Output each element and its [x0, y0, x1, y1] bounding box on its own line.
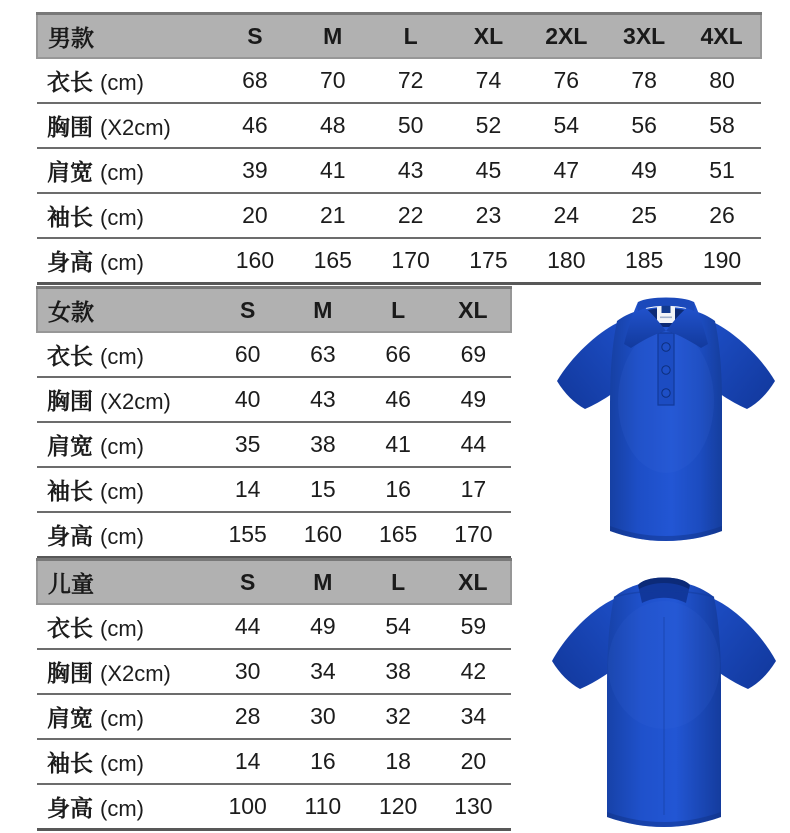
measurement-value: 45	[450, 148, 528, 193]
measurement-name: 胸围	[47, 388, 93, 414]
measurement-name: 肩宽	[47, 705, 93, 731]
measurement-value: 17	[436, 467, 511, 512]
measurement-value: 22	[372, 193, 450, 238]
measurement-value: 20	[216, 193, 294, 238]
size-column-header: XL	[436, 560, 511, 605]
measurement-value: 170	[436, 512, 511, 558]
size-column-header: M	[285, 288, 360, 333]
size-column-header: L	[361, 560, 436, 605]
measurement-unit: (cm)	[100, 796, 144, 821]
measurement-value: 58	[683, 103, 761, 148]
measurement-name: 胸围	[47, 660, 93, 686]
measurement-label	[37, 58, 216, 103]
measurement-value: 16	[285, 739, 360, 784]
measurement-value: 50	[372, 103, 450, 148]
polo-back-drawing	[538, 553, 790, 833]
measurement-value: 170	[372, 238, 450, 284]
measurement-value: 54	[361, 604, 436, 649]
measurement-value: 110	[285, 784, 360, 830]
measurement-value: 160	[285, 512, 360, 558]
measurement-value: 26	[683, 193, 761, 238]
size-column-header: M	[294, 14, 372, 59]
size-column-header: S	[210, 288, 285, 333]
measurement-row	[37, 332, 511, 377]
measurement-label	[37, 148, 216, 193]
measurement-value: 59	[436, 604, 511, 649]
measurement-value: 165	[361, 512, 436, 558]
measurement-value: 47	[527, 148, 605, 193]
size-column-header: 4XL	[683, 14, 761, 59]
table-title: 男款	[37, 14, 216, 59]
measurement-value: 69	[436, 332, 511, 377]
measurement-row	[37, 467, 511, 512]
measurement-unit: (X2cm)	[100, 661, 171, 686]
measurement-name: 衣长	[47, 69, 93, 95]
measurement-name: 袖长	[47, 478, 93, 504]
size-column-header: M	[285, 560, 360, 605]
measurement-row	[37, 784, 511, 830]
measurement-value: 21	[294, 193, 372, 238]
size-column-header: XL	[436, 288, 511, 333]
measurement-name: 袖长	[47, 204, 93, 230]
polo-shirt-back-image	[538, 553, 790, 833]
measurement-row	[37, 604, 511, 649]
measurement-row	[37, 193, 761, 238]
measurement-label	[37, 467, 210, 512]
measurement-name: 袖长	[47, 750, 93, 776]
measurement-value: 54	[527, 103, 605, 148]
measurement-value: 16	[361, 467, 436, 512]
measurement-unit: (cm)	[100, 751, 144, 776]
measurement-value: 38	[361, 649, 436, 694]
measurement-value: 43	[285, 377, 360, 422]
polo-shirt-front-image	[545, 281, 787, 547]
measurement-row	[37, 694, 511, 739]
measurement-value: 49	[605, 148, 683, 193]
measurement-value: 155	[210, 512, 285, 558]
size-table-header-row	[37, 14, 761, 59]
size-column-header: XL	[450, 14, 528, 59]
measurement-value: 165	[294, 238, 372, 284]
measurement-value: 130	[436, 784, 511, 830]
measurement-label	[37, 512, 210, 558]
measurement-value: 24	[527, 193, 605, 238]
measurement-value: 190	[683, 238, 761, 284]
measurement-value: 78	[605, 58, 683, 103]
size-table-header-row	[37, 560, 511, 605]
measurement-unit: (cm)	[100, 434, 144, 459]
measurement-value: 48	[294, 103, 372, 148]
measurement-value: 44	[436, 422, 511, 467]
measurement-value: 14	[210, 467, 285, 512]
measurement-value: 66	[361, 332, 436, 377]
measurement-row	[37, 58, 761, 103]
measurement-value: 46	[216, 103, 294, 148]
measurement-label	[37, 377, 210, 422]
measurement-value: 185	[605, 238, 683, 284]
polo-front-drawing	[545, 281, 787, 547]
size-column-header: S	[210, 560, 285, 605]
measurement-row	[37, 103, 761, 148]
measurement-label	[37, 739, 210, 784]
measurement-row	[37, 238, 761, 284]
size-column-header: L	[372, 14, 450, 59]
size-column-header: S	[216, 14, 294, 59]
measurement-name: 身高	[47, 249, 93, 275]
measurement-name: 衣长	[47, 615, 93, 641]
measurement-name: 肩宽	[47, 159, 93, 185]
measurement-value: 44	[210, 604, 285, 649]
measurement-value: 60	[210, 332, 285, 377]
measurement-unit: (cm)	[100, 205, 144, 230]
measurement-row	[37, 148, 761, 193]
measurement-value: 30	[210, 649, 285, 694]
measurement-name: 身高	[47, 523, 93, 549]
measurement-name: 衣长	[47, 343, 93, 369]
measurement-row	[37, 512, 511, 558]
measurement-value: 46	[361, 377, 436, 422]
size-table-header-row	[37, 288, 511, 333]
measurement-value: 18	[361, 739, 436, 784]
size-column-header: 3XL	[605, 14, 683, 59]
measurement-value: 20	[436, 739, 511, 784]
measurement-value: 32	[361, 694, 436, 739]
measurement-label	[37, 422, 210, 467]
measurement-label	[37, 604, 210, 649]
measurement-value: 72	[372, 58, 450, 103]
measurement-label	[37, 332, 210, 377]
measurement-unit: (X2cm)	[100, 389, 171, 414]
measurement-value: 49	[285, 604, 360, 649]
measurement-value: 41	[361, 422, 436, 467]
measurement-label	[37, 649, 210, 694]
measurement-value: 80	[683, 58, 761, 103]
measurement-value: 70	[294, 58, 372, 103]
measurement-unit: (cm)	[100, 479, 144, 504]
table-title: 女款	[37, 288, 210, 333]
measurement-value: 49	[436, 377, 511, 422]
measurement-value: 120	[361, 784, 436, 830]
measurement-label	[37, 103, 216, 148]
measurement-value: 38	[285, 422, 360, 467]
measurement-name: 肩宽	[47, 433, 93, 459]
measurement-value: 56	[605, 103, 683, 148]
size-table-women	[36, 286, 512, 559]
measurement-value: 28	[210, 694, 285, 739]
measurement-row	[37, 739, 511, 784]
measurement-row	[37, 649, 511, 694]
measurement-value: 35	[210, 422, 285, 467]
measurement-row	[37, 422, 511, 467]
measurement-value: 160	[216, 238, 294, 284]
measurement-value: 23	[450, 193, 528, 238]
measurement-label	[37, 193, 216, 238]
measurement-value: 40	[210, 377, 285, 422]
measurement-value: 68	[216, 58, 294, 103]
size-table-men	[36, 12, 762, 285]
size-table-kids	[36, 558, 512, 831]
measurement-value: 180	[527, 238, 605, 284]
measurement-value: 34	[285, 649, 360, 694]
size-column-header: L	[361, 288, 436, 333]
measurement-name: 胸围	[47, 114, 93, 140]
measurement-value: 100	[210, 784, 285, 830]
measurement-value: 175	[450, 238, 528, 284]
measurement-value: 63	[285, 332, 360, 377]
measurement-value: 34	[436, 694, 511, 739]
measurement-value: 39	[216, 148, 294, 193]
measurement-unit: (cm)	[100, 706, 144, 731]
measurement-value: 14	[210, 739, 285, 784]
measurement-unit: (cm)	[100, 344, 144, 369]
measurement-name: 身高	[47, 795, 93, 821]
measurement-value: 25	[605, 193, 683, 238]
measurement-label	[37, 694, 210, 739]
measurement-value: 43	[372, 148, 450, 193]
measurement-value: 52	[450, 103, 528, 148]
measurement-value: 42	[436, 649, 511, 694]
size-column-header: 2XL	[527, 14, 605, 59]
measurement-value: 30	[285, 694, 360, 739]
measurement-value: 51	[683, 148, 761, 193]
measurement-unit: (cm)	[100, 524, 144, 549]
measurement-unit: (cm)	[100, 160, 144, 185]
measurement-row	[37, 377, 511, 422]
measurement-value: 74	[450, 58, 528, 103]
table-title: 儿童	[37, 560, 210, 605]
measurement-unit: (cm)	[100, 616, 144, 641]
measurement-value: 15	[285, 467, 360, 512]
measurement-unit: (X2cm)	[100, 115, 171, 140]
measurement-value: 76	[527, 58, 605, 103]
measurement-label	[37, 784, 210, 830]
measurement-value: 41	[294, 148, 372, 193]
measurement-label	[37, 238, 216, 284]
measurement-unit: (cm)	[100, 250, 144, 275]
measurement-unit: (cm)	[100, 70, 144, 95]
